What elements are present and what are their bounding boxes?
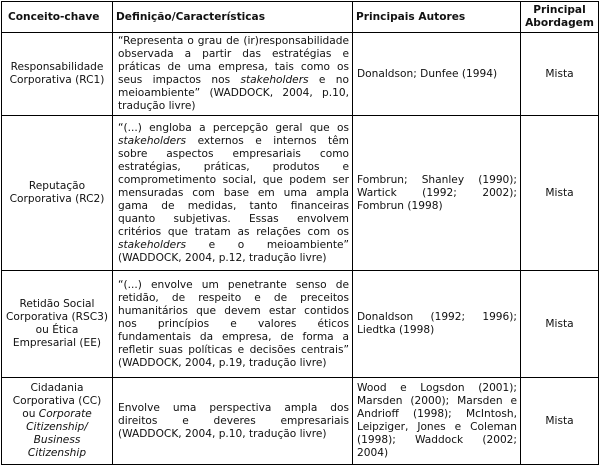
concept-cell: Retidão Social Corporativa (RSC3) ou Ética Empresarial (EE) — [2, 271, 113, 378]
authors-cell: Donaldson (1992; 1996); Liedtka (1998) — [353, 271, 521, 378]
authors-cell: Donaldson; Dunfee (1994) — [353, 33, 521, 116]
concepts-table — [1, 1, 599, 465]
table-row — [2, 378, 599, 465]
definition-text: “(...) engloba a percepção geral que os — [118, 121, 349, 134]
approach-cell: Mista — [521, 116, 599, 271]
definition-cell: “(...) envolve um penetrante senso de retidão, de respeito e de preceitos humanitários que devem estar contidos nos princípios e valores éticos fundamentais da empresa, de forma a refletir suas políticas e decisões centrais” (WADDOCK, 2004, p.19, tradução livre) — [113, 271, 353, 378]
authors-cell: Wood e Logsdon (2001); Marsden (2000); Marsden e Andrioff (1998); McIntosh, Leipziger, Jones e Coleman (1998); Waddock (2002; 2004) — [353, 378, 521, 465]
concept-emphasis: Corporate Citizenship/ Business Citizenship — [26, 408, 92, 459]
approach-cell: Mista — [521, 378, 599, 465]
approach-cell: Mista — [521, 271, 599, 378]
definition-cell: Envolve uma perspectiva ampla dos direitos e deveres empresariais (WADDOCK, 2004, p.10, tradução livre) — [113, 378, 353, 465]
definition-emphasis: stakeholders — [240, 74, 309, 86]
approach-cell: Mista — [521, 33, 599, 116]
header-authors: Principais Autores — [353, 2, 521, 33]
concept-cell: Reputação Corporativa (RC2) — [2, 116, 113, 271]
header-definition: Definição/Características — [113, 2, 353, 33]
header-row — [2, 2, 599, 33]
definition-emphasis: stakeholders — [118, 238, 187, 251]
definition-emphasis: stakeholders — [118, 134, 187, 147]
concept-cell — [2, 378, 113, 465]
definition-cell — [113, 33, 353, 116]
definition-text: externos e internos têm sobre aspectos empresariais como estratégias, práticas, produtos e comprometimento social, que podem ser mensuradas com base em uma ampla gama de medidas, tanto financeiras quanto subjetivas. Essas envolvem critérios que tratam as relações com os — [118, 134, 349, 238]
definition-cell — [113, 116, 353, 271]
concept-cell: Responsabilidade Corporativa (RC1) — [2, 33, 113, 116]
authors-cell: Fombrun; Shanley (1990); Wartick (1992; 2002); Fombrun (1998) — [353, 116, 521, 271]
definition-text: “Representa o grau de (ir)responsabilidade observada a partir das estratégias e práticas de uma empresa, tais como os seus impactos nos — [118, 35, 349, 86]
table-row — [2, 116, 599, 271]
header-concept: Conceito-chave — [2, 2, 113, 33]
table-row — [2, 271, 599, 378]
concept-text: Cidadania Corporativa (CC) ou — [12, 382, 102, 420]
header-approach: Principal Abordagem — [521, 2, 599, 33]
definition-text: e o meioambiente” (WADDOCK, 2004, p.12, tradução livre) — [118, 238, 349, 264]
definition-text: e no meioambiente” (WADDOCK, 2004, p.10, tradução livre) — [118, 74, 349, 112]
table-row — [2, 33, 599, 116]
